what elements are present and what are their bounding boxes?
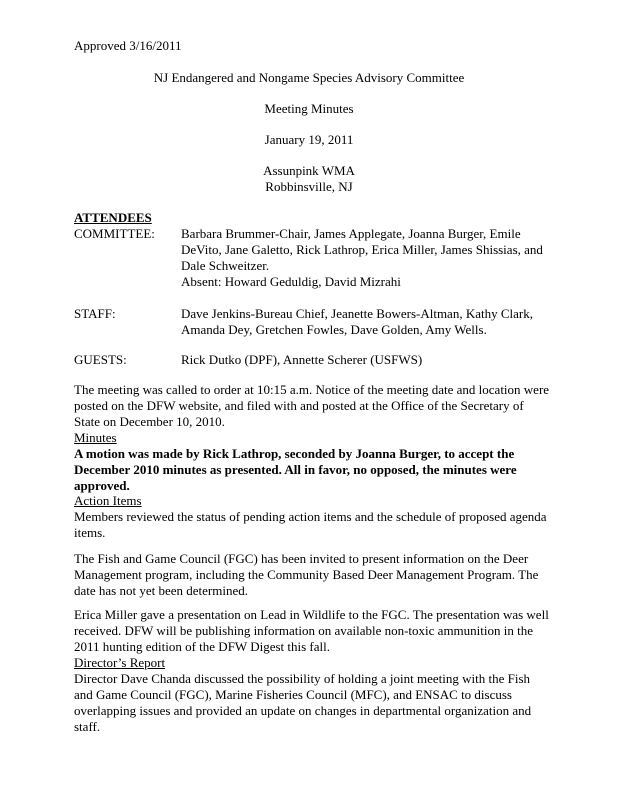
staff-names: Dave Jenkins-Bureau Chief, Jeanette Bowers-Altman, Kathy Clark, Amanda Dey, Gretchen Fowles, Dave Golden, Amy Wells. xyxy=(181,306,533,337)
header-title: Meeting Minutes xyxy=(264,101,354,116)
committee-names: Barbara Brummer-Chair, James Applegate, Joanna Burger, Emile DeVito, Jane Galetto, Rick Lathrop, Erica Miller, James Shissias, and Dale Schweitzer. xyxy=(181,226,543,273)
header-date: January 19, 2011 xyxy=(264,132,354,147)
minutes-heading: Minutes xyxy=(74,430,117,445)
header-org: NJ Endangered and Nongame Species Advisory Committee xyxy=(153,70,465,85)
opening-paragraph: The meeting was called to order at 10:15 a.m. Notice of the meeting date and location were posted on the DFW website, and filed with and posted at the Office of the Secretary of State on December 10, 2010. xyxy=(74,382,550,429)
action-items-heading: Action Items xyxy=(74,493,142,508)
attendees-heading: ATTENDEES xyxy=(74,210,152,225)
directors-report-paragraph-1: Director Dave Chanda discussed the possibility of holding a joint meeting with the Fish and Game Council (FGC), Marine Fisheries Council (MFC), and ENSAC to discuss overlapping issues and provided an update on changes in departmental organization and staff. xyxy=(74,671,532,734)
guests-label: GUESTS: xyxy=(74,352,127,367)
action-items-paragraph-3: Erica Miller gave a presentation on Lead in Wildlife to the FGC. The presentation was well received. DFW will be publishing information on available non-toxic ammunition in the 2011 hunting edition of the DFW Digest this fall. xyxy=(74,607,549,654)
committee-label: COMMITTEE: xyxy=(74,226,155,241)
action-items-paragraph-2: The Fish and Game Council (FGC) has been invited to present information on the Deer Management program, including the Community Based Deer Management Program. The date has not yet been determined. xyxy=(74,551,539,598)
approved-note: Approved 3/16/2011 xyxy=(74,38,182,53)
staff-label: STAFF: xyxy=(74,306,116,321)
minutes-motion: A motion was made by Rick Lathrop, seconded by Joanna Burger, to accept the December 2010 minutes as presented. All in favor, no opposed, the minutes were approved. xyxy=(74,446,517,493)
directors-report-heading: Director’s Report xyxy=(74,655,166,670)
header-location-1: Assunpink WMA xyxy=(263,163,355,178)
guests-names: Rick Dutko (DPF), Annette Scherer (USFWS) xyxy=(181,352,423,367)
header-location-2: Robbinsville, NJ xyxy=(265,179,353,194)
committee-absent: Absent: Howard Geduldig, David Mizrahi xyxy=(181,274,401,289)
action-items-paragraph-1: Members reviewed the status of pending action items and the schedule of proposed agenda items. xyxy=(74,509,547,540)
